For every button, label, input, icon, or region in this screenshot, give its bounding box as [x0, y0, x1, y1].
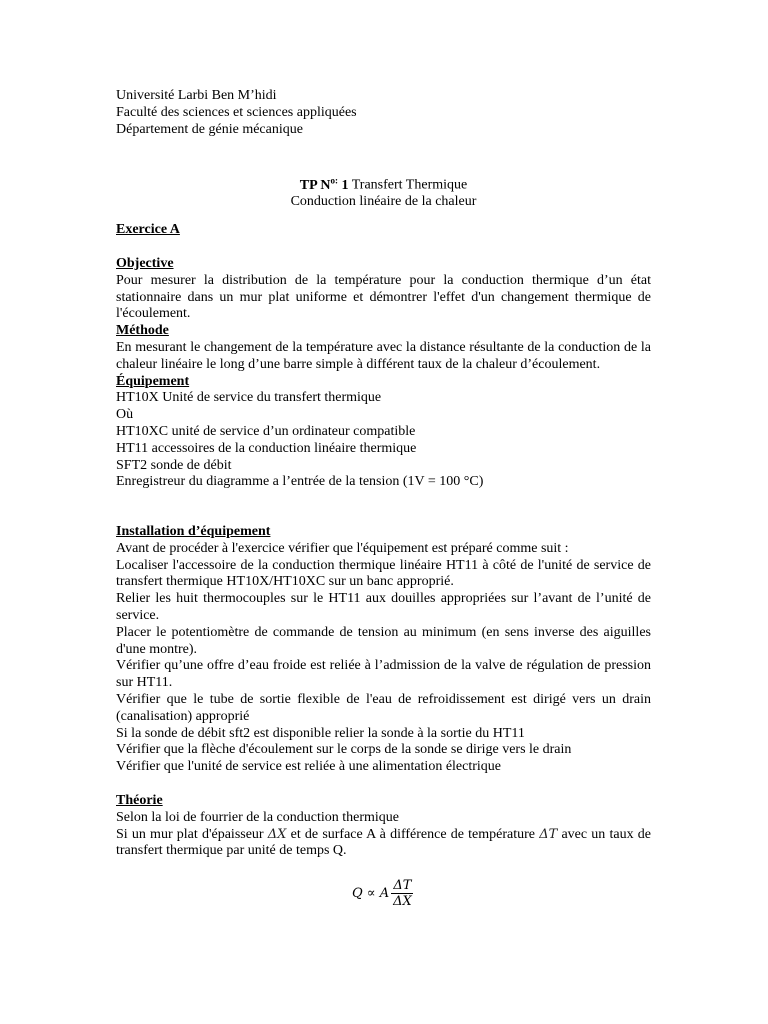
theory-line: Selon la loi de fourrier de la conduction thermique: [116, 809, 400, 825]
formula-numerator: ΔT: [393, 878, 412, 893]
tp-subject: Transfert Thermique: [348, 177, 468, 193]
tp-label: [299, 175, 349, 193]
equipment-item: Où: [116, 407, 134, 423]
equipment-item: HT10XC unité de service d’un ordinateur compatible: [116, 423, 416, 439]
theory-paragraph: [116, 827, 651, 861]
objective-section: [116, 256, 651, 491]
theory-text-b: et de surface A à différence de température: [286, 826, 540, 842]
equipment-item: HT11 accessoires de la conduction linéaire thermique: [116, 440, 417, 456]
equipment-heading: Équipement: [116, 373, 190, 389]
delta-t-symbol: ΔT: [539, 826, 558, 842]
exercise-heading: Exercice A: [116, 222, 180, 237]
formula-lhs: Q ∝ A: [352, 886, 390, 901]
tp-subtitle: Conduction linéaire de la chaleur: [290, 194, 477, 210]
installation-step: Placer le potentiomètre de commande de tension au minimum (en sens inverse des aiguilles d'une montre).: [116, 624, 651, 657]
equipment-item: SFT2 sonde de débit: [116, 457, 232, 473]
objective-heading: Objective: [116, 256, 174, 271]
faculty-name: Faculté des sciences et sciences appliquées: [116, 104, 357, 120]
tp-title: [116, 172, 651, 194]
formula-fraction: [391, 878, 414, 909]
header-block: [116, 88, 651, 138]
installation-step: Vérifier qu’une offre d’eau froide est reliée à l’admission de la valve de régulation de pression sur HT11.: [116, 658, 651, 691]
theory-text-c: avec un taux de transfert thermique par unité de temps Q.: [116, 826, 651, 859]
theory-text-a: Si un mur plat d'épaisseur: [116, 826, 268, 842]
tp-number: 1: [338, 177, 349, 193]
theory-heading: Théorie: [116, 793, 163, 808]
department-name: Département de génie mécanique: [116, 121, 303, 137]
installation-intro: Avant de procéder à l'exercice vérifier que l'équipement est préparé comme suit :: [116, 540, 569, 556]
installation-step: Si la sonde de débit sft2 est disponible relier la sonde à la sortie du HT11: [116, 725, 525, 741]
installation-step: Vérifier que la flèche d'écoulement sur le corps de la sonde se dirige vers le drain: [116, 742, 572, 758]
tp-prefix: TP N: [299, 177, 331, 193]
installation-step: Vérifier que l'unité de service est reliée à une alimentation électrique: [116, 759, 502, 775]
installation-section: [116, 524, 651, 776]
title-block: [116, 172, 651, 211]
fourier-formula: [352, 878, 414, 909]
method-heading: Méthode: [116, 323, 169, 339]
delta-x-symbol: ΔX: [267, 826, 287, 842]
theory-section: [116, 793, 651, 860]
installation-step: Localiser l'accessoire de la conduction thermique linéaire HT11 à côté de l'unité de service de transfert thermique HT10X/HT10XC sur un banc approprié.: [116, 557, 651, 590]
tp-superscript: o:: [330, 175, 338, 185]
university-name: Université Larbi Ben M’hidi: [116, 88, 277, 103]
installation-step: Relier les huit thermocouples sur le HT11 aux douilles appropriées sur l’avant de l’unité de service.: [116, 591, 651, 623]
equipment-item: HT10X Unité de service du transfert thermique: [116, 390, 382, 406]
exercise-section: [116, 222, 651, 239]
installation-step: Vérifier que le tube de sortie flexible de l'eau de refroidissement est dirigé vers un drain (canalisation) approprié: [116, 691, 651, 724]
method-text: En mesurant le changement de la température avec la distance résultante de la conduction de la chaleur linéaire le long d’une barre simple à différent taux de la chaleur d’écoulement.: [116, 339, 651, 372]
objective-text: Pour mesurer la distribution de la température pour la conduction thermique d’un état stationnaire dans un mur plat uniforme et démontrer l'effet d'un changement thermique de l'écoulement.: [116, 272, 651, 322]
equipment-item: Enregistreur du diagramme a l’entrée de la tension (1V = 100 °C): [116, 474, 484, 490]
formula-denominator: ΔX: [393, 894, 412, 909]
installation-heading: Installation d’équipement: [116, 524, 271, 539]
